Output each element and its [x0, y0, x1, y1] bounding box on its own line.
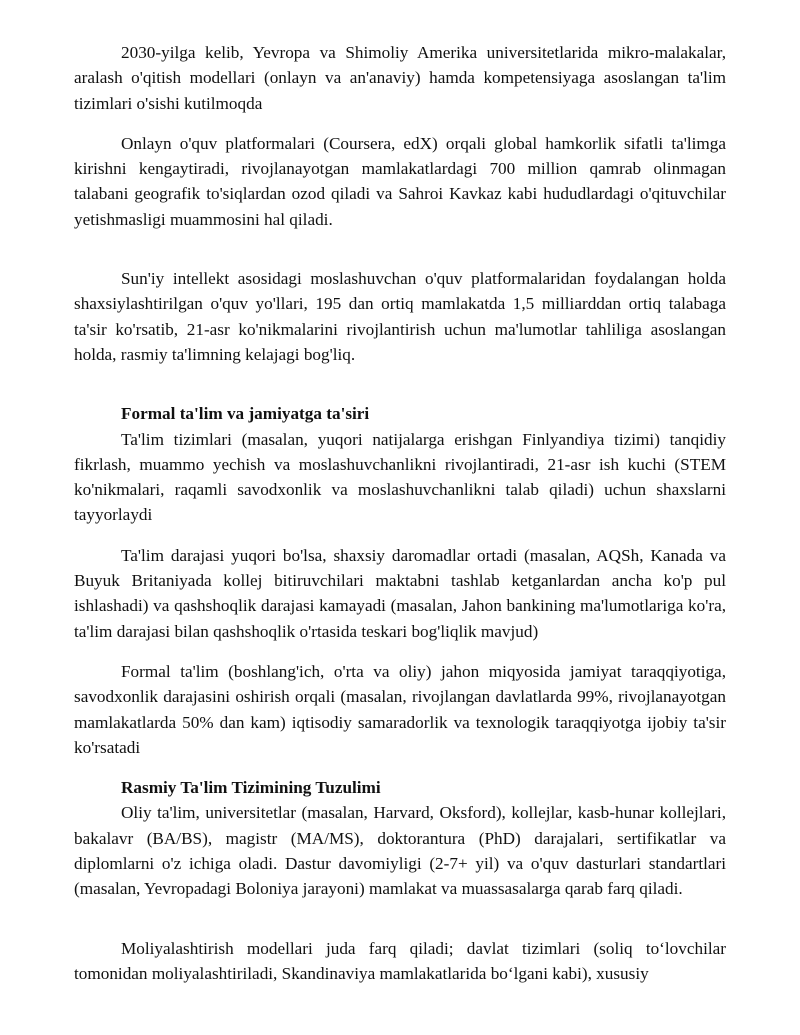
paragraph-spacer: [74, 367, 726, 401]
paragraph-ai-learning: Sun'iy intellekt asosidagi moslashuvchan o'quv platformalaridan foydalangan holda shaxsiylashtirilgan o'quv yo'llari, 195 dan ortiq mamlakatda 1,5 milliarddan ortiq talabaga ta'sir ko'rsatib, 21-asr ko'nikmalarini rivojlantirish uchun ma'lumotlar tahliliga asoslangan holda, rasmiy ta'limning kelajagi bog'liq.: [74, 269, 726, 364]
paragraph-literacy-impact: Formal ta'lim (boshlang'ich, o'rta va oliy) jahon miqyosida jamiyat taraqqiyotiga, savodxonlik darajasini oshirish orqali (masalan, rivojlangan davlatlarda 99%, rivojlanayotgan mamlakatlarda 50% dan kam) iqtisodiy samaradorlik va texnologik taraqqiyotga ijobiy ta'sir ko'rsatadi: [74, 661, 726, 757]
paragraph-spacer: [74, 232, 726, 266]
section-heading-formal-education: Formal ta'lim va jamiyatga ta'siri: [121, 404, 370, 424]
paragraph-spacer: [74, 902, 726, 936]
paragraph-spacer: [74, 528, 726, 543]
paragraph-education-systems: Ta'lim tizimlari (masalan, yuqori natijalarga erishgan Finlyandiya tizimi) tanqidiy fikrlash, muammo yechish va moslashuvchanlikni rivojlantiradi, 21-asr ish kuchi (STEM ko'nikmalari, raqamli savodxonlik va moslashuvchanlikni talab qiladi) uchun shaxslarni tayyorlaydi: [74, 429, 726, 525]
paragraph-spacer: [74, 760, 726, 775]
paragraph-microcredentials: 2030-yilga kelib, Yevropa va Shimoliy Amerika universitetlarida mikro-malakalar, aralash o'qitish modellari (onlayn va an'anaviy) hamda kompetensiyaga asoslangan ta'lim tizimlari o'sishi kutilmoqda: [74, 43, 726, 113]
paragraph-online-platforms: Onlayn o'quv platformalari (Coursera, edX) orqali global hamkorlik sifatli ta'limga kirishni kengaytiradi, rivojlanayotgan mamlakatlardagi 700 million qamrab olinmagan talabani geografik to'siqlardan ozod qiladi va Sahroi Kavkaz kabi hududlardagi o'qituvchilar yetishmasligi muammosini hal qiladi.: [74, 133, 726, 229]
paragraph-higher-education: Oliy ta'lim, universitetlar (masalan, Harvard, Oksford), kollejlar, kasb-hunar kollejlari, bakalavr (BA/BS), magistr (MA/MS), doktorantura (PhD) darajalari, sertifikatlar va diplomlarni o'z ichiga oladi. Dastur davomiyligi (2-7+ yil) va o'quv dasturlari standartlari (masalan, Yevropadagi Boloniya jarayoni) mamlakat va muassasalarga qarab farq qiladi.: [74, 803, 726, 899]
paragraph-funding-models: Moliyalashtirish modellari juda farq qiladi; davlat tizimlari (soliq to‘lovchilar tomonidan moliyalashtiriladi, Skandinaviya mamlakatlarida bo‘lgani kabi), xususiy: [74, 938, 726, 983]
section-heading-structure: Rasmiy Ta'lim Tizimining Tuzulimi: [121, 778, 381, 798]
document-page: [74, 40, 726, 986]
paragraph-spacer: [74, 116, 726, 131]
paragraph-income-poverty: Ta'lim darajasi yuqori bo'lsa, shaxsiy daromadlar ortadi (masalan, AQSh, Kanada va Buyuk Britaniyada kollej bitiruvchilari maktabni tashlab ketganlardan ancha ko'p pul ishlashadi) va qashshoqlik darajasi kamayadi (masalan, Jahon bankining ma'lumotlariga ko'ra, ta'lim darajasi bilan qashshoqlik o'rtasida teskari bog'liqlik mavjud): [74, 545, 726, 641]
paragraph-spacer: [74, 644, 726, 659]
